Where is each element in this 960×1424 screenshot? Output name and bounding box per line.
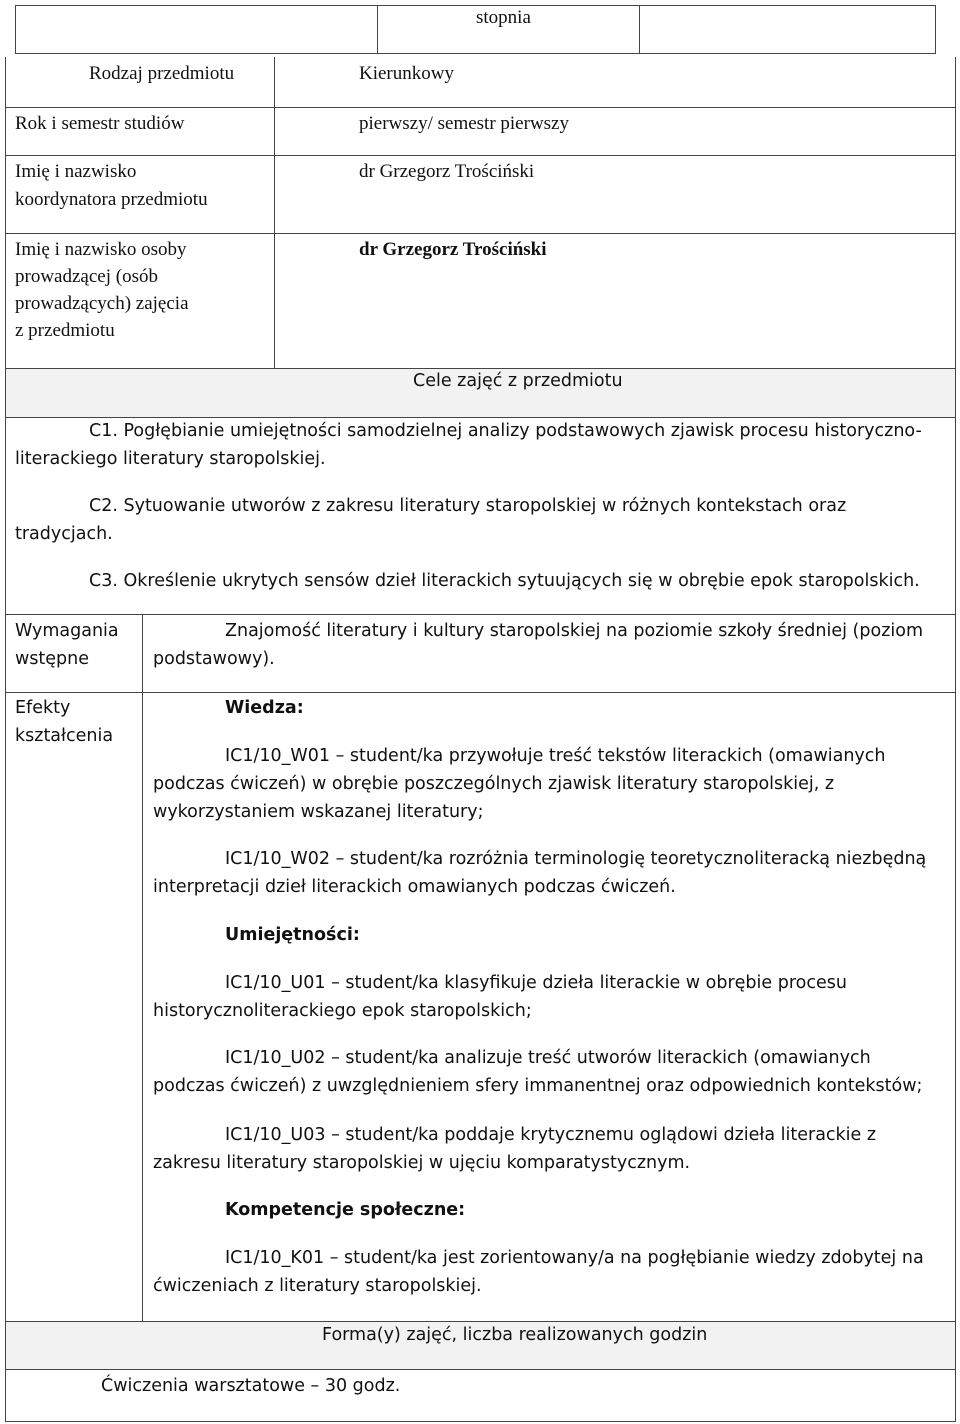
prerequisites-label: Wymagania — [15, 621, 119, 641]
goal-c2-cont: tradycjach. — [15, 524, 113, 544]
info-value: Kierunkowy — [359, 63, 454, 84]
goal-c1: C1. Pogłębianie umiejętności samodzielnej analizy podstawowych zjawisk procesu historyczno- — [89, 421, 922, 441]
outcome-u01: IC1/10_U01 – student/ka klasyfikuje dzieła literackie w obrębie procesu — [225, 973, 847, 993]
info-label: Imię i nazwisko osoby — [15, 239, 187, 260]
info-value: pierwszy/ semestr pierwszy — [359, 113, 569, 134]
prerequisites-label: wstępne — [15, 649, 90, 669]
goal-c1-cont: literackiego literatury staropolskiej. — [15, 449, 326, 469]
skills-heading: Umiejętności: — [225, 925, 360, 945]
outcome-k01-cont: ćwiczeniach z literatury staropolskiej. — [153, 1276, 482, 1296]
prerequisites-text: Znajomość literatury i kultury staropolskiej na poziomie szkoły średniej (poziom — [225, 621, 924, 641]
prerequisites-text-cont: podstawowy). — [153, 649, 275, 669]
goals-heading: Cele zajęć z przedmiotu — [413, 371, 623, 391]
social-heading: Kompetencje społeczne: — [225, 1200, 466, 1220]
outcome-u03-cont: zakresu literatury staropolskiej w ujęciu komparatystycznym. — [153, 1153, 691, 1173]
info-label: z przedmiotu — [15, 320, 115, 341]
info-label: koordynatora przedmiotu — [15, 189, 208, 210]
goal-c2: C2. Sytuowanie utworów z zakresu literatury staropolskiej w różnych kontekstach oraz — [89, 496, 847, 516]
knowledge-heading: Wiedza: — [225, 698, 304, 718]
forms-value: Ćwiczenia warsztatowe – 30 godz. — [101, 1376, 401, 1396]
outcome-u02-cont: podczas ćwiczeń) z uwzględnieniem sfery immanentnej oraz odpowiednich kontekstów; — [153, 1076, 923, 1096]
outcomes-label: kształcenia — [15, 726, 114, 746]
outcome-u02: IC1/10_U02 – student/ka analizuje treść utworów literackich (omawianych — [225, 1048, 871, 1068]
info-label: Rodzaj przedmiotu — [89, 63, 235, 84]
info-label: Rok i semestr studiów — [15, 113, 185, 134]
info-label: prowadzących) zajęcia — [15, 293, 189, 314]
info-label: Imię i nazwisko — [15, 161, 137, 182]
info-value: dr Grzegorz Trościński — [359, 161, 535, 182]
goal-c3: C3. Określenie ukrytych sensów dzieł literackich sytuujących się w obrębie epok staropolskich. — [89, 571, 920, 591]
forms-heading: Forma(y) zajęć, liczba realizowanych godzin — [322, 1325, 708, 1345]
outcome-w02-cont: interpretacji dzieł literackich omawianych podczas ćwiczeń. — [153, 877, 676, 897]
header-cell-stopnia: stopnia — [476, 7, 531, 28]
outcome-u03: IC1/10_U03 – student/ka poddaje krytycznemu oglądowi dzieła literackie z — [225, 1125, 877, 1145]
outcome-u01-cont: historycznoliterackiego epok staropolskich; — [153, 1001, 532, 1021]
outcome-k01: IC1/10_K01 – student/ka jest zorientowany/a na pogłębianie wiedzy zdobytej na — [225, 1248, 924, 1268]
outcome-w01: IC1/10_W01 – student/ka przywołuje treść tekstów literackich (omawianych — [225, 746, 886, 766]
info-label: prowadzącej (osób — [15, 266, 158, 287]
outcome-w02: IC1/10_W02 – student/ka rozróżnia terminologię teoretycznoliteracką niezbędną — [225, 849, 927, 869]
info-value: dr Grzegorz Trościński — [359, 239, 547, 260]
outcome-w01-cont: podczas ćwiczeń) w obrębie poszczególnych zjawisk literatury staropolskiej, z — [153, 774, 835, 794]
outcome-w01-cont: wykorzystaniem wskazanej literatury; — [153, 802, 484, 822]
outcomes-label: Efekty — [15, 698, 71, 718]
